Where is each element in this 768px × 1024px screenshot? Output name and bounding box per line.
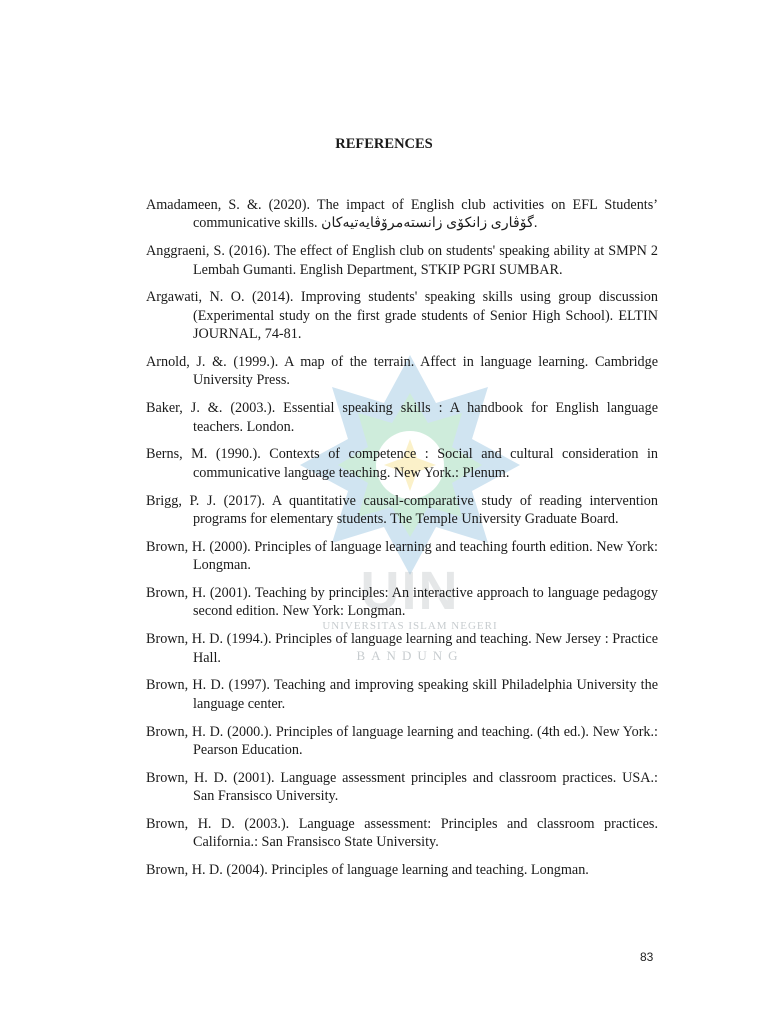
- reference-item: Arnold, J. &. (1999.). A map of the terrain. Affect in language learning. Cambridge University Press.: [146, 354, 658, 389]
- reference-item: Baker, J. &. (2003.). Essential speaking skills : A handbook for English language teachers. London.: [146, 400, 658, 435]
- reference-item: Brown, H. D. (2001). Language assessment principles and classroom practices. USA.: San Fransisco University.: [146, 769, 658, 805]
- reference-item: Brown, H. D. (1994.). Principles of language learning and teaching. New Jersey : Practice Hall.: [146, 631, 658, 666]
- reference-item: Brown, H. D. (2004). Principles of language learning and teaching. Longman.: [146, 862, 589, 879]
- reference-item: Brown, H. (2000). Principles of language learning and teaching fourth edition. New York: Longman.: [146, 538, 658, 574]
- watermark-logo-text: UIN: [360, 561, 460, 621]
- watermark-university: UNIVERSITAS ISLAM NEGERI: [322, 620, 498, 632]
- reference-item: Brigg, P. J. (2017). A quantitative causal-comparative study of reading intervention programs for elementary students. The Temple University Graduate Board.: [146, 492, 658, 528]
- page-title: REFERENCES: [335, 136, 433, 152]
- reference-item: Brown, H. D. (1997). Teaching and improving speaking skill Philadelphia University the language center.: [146, 677, 658, 712]
- reference-item: Anggraeni, S. (2016). The effect of English club on students' speaking ability at SMPN 2 Lembah Gumanti. English Department, STKIP PGRI SUMBAR.: [146, 243, 658, 278]
- reference-item: Amadameen, S. &. (2020). The impact of English club activities on EFL Students’ communicative skills. گۆڤاری زانکۆی زانستەمرۆڤایەتیەکان.: [146, 197, 658, 232]
- reference-item: Berns, M. (1990.). Contexts of competence : Social and cultural consideration in communicative language teaching. New York.: Plenum.: [146, 446, 658, 481]
- watermark-city: BANDUNG: [356, 648, 464, 663]
- reference-item: Brown, H. D. (2000.). Principles of language learning and teaching. (4th ed.). New York.: Pearson Education.: [146, 723, 658, 759]
- page-number: 83: [640, 950, 654, 964]
- reference-item: Brown, H. D. (2003.). Language assessment: Principles and classroom practices. California.: San Fransisco State University.: [146, 816, 658, 851]
- reference-list: [146, 196, 658, 889]
- reference-item: Brown, H. (2001). Teaching by principles: An interactive approach to language pedagogy second edition. New York: Longman.: [146, 585, 658, 620]
- reference-item: Argawati, N. O. (2014). Improving students' speaking skills using group discussion (Experimental study on the first grade students of Senior High School). ELTIN JOURNAL, 74-81.: [146, 289, 658, 343]
